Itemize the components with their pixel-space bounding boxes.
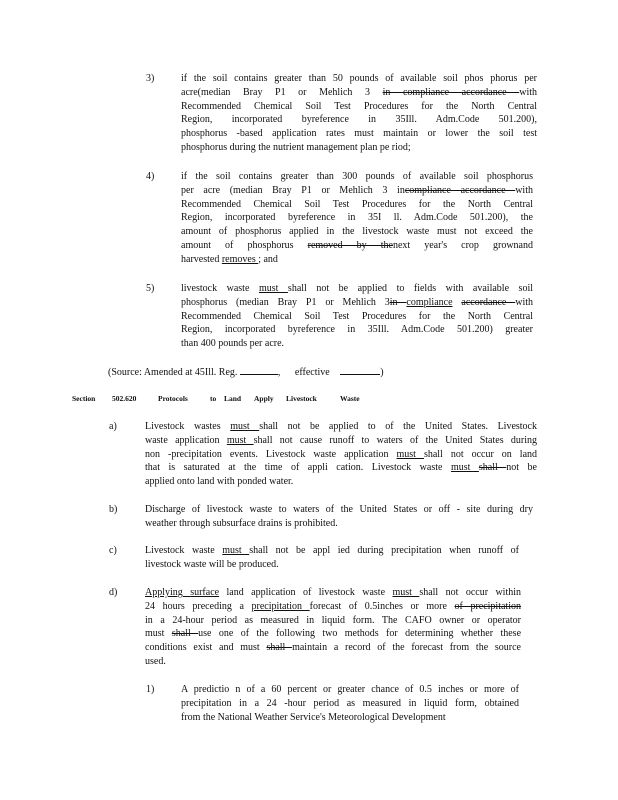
item-letter: b)	[109, 504, 118, 515]
source-note	[108, 364, 384, 380]
item-text	[145, 503, 533, 531]
underlined-insertion: compliance	[406, 296, 453, 308]
text-line: in a 24-hour period as measured in liquid form. The CAFO owner or operator	[145, 614, 521, 626]
text-line: Livestock wastes must shall not be applied to of the United States. Livestock	[145, 421, 537, 432]
struck-deletion: compliance accordance	[404, 184, 516, 196]
blank-line	[240, 364, 278, 375]
text-line: amount of phosphorus applied in the livestock waste must not exceed the	[181, 226, 533, 238]
source-prefix: (Source: Amended at 45Ill. Reg.	[108, 367, 238, 378]
underlined-insertion: surface	[190, 587, 220, 598]
item-text	[181, 170, 533, 267]
underlined-insertion: must	[222, 545, 250, 556]
text-line: Applying surface land application of livestock waste must shall not occur within	[145, 587, 521, 598]
text-line: used.	[145, 655, 166, 667]
underlined-insertion: precipitation	[251, 600, 310, 612]
item-text	[145, 544, 519, 572]
struck-deletion: shall	[478, 462, 507, 474]
text-line: Livestock waste must shall not be appl ied during precipitation when runoff of	[145, 545, 519, 556]
text-line: A predictio n of a 60 percent or greater chance of 0.5 inches or more of	[181, 684, 519, 695]
text-line: phosphorus during the nutrient management plan pe riod;	[181, 141, 411, 153]
source-effective: effective	[294, 367, 330, 378]
text-line: if the soil contains greater than 300 pounds of available soil phosphorus	[181, 171, 533, 182]
text-line: Recommended Chemical Soil Test Procedures for the North Central	[181, 198, 533, 210]
section-title-word: Apply	[254, 394, 274, 403]
text-line: Region, incorporated byreference in 35Ill. Adm.Code 501.200) greater	[181, 324, 533, 336]
underlined-insertion: must	[258, 283, 288, 294]
text-line: Region, incorporated byreference in 35Ill. Adm.Code 501.200),	[181, 114, 537, 126]
text-line: weather through subsurface drains is prohibited.	[145, 517, 338, 529]
text-line: 24 hours preceding a precipitation forecast of 0.5inches or more of precipitation	[145, 600, 521, 612]
item-number: 5)	[146, 283, 155, 294]
item-letter: a)	[109, 421, 117, 432]
underlined-insertion: must	[396, 448, 424, 460]
item-text	[145, 420, 537, 489]
text-line: Discharge of livestock waste to waters of the United States or off - site during dry	[145, 504, 533, 515]
text-line: precipitation in a 24 -hour period as measured in liquid form, obtained	[181, 697, 519, 709]
item-number: 3)	[146, 73, 155, 84]
item-letter: d)	[109, 587, 118, 598]
text-line: phosphorus -based application rates must maintain or lower the soil test	[181, 128, 537, 140]
text-line: waste application must shall not cause runoff to waters of the United States during	[145, 434, 537, 446]
text-line: that is saturated at the time of appli cation. Livestock waste must shall not be	[145, 462, 537, 474]
text-line: Recommended Chemical Soil Test Procedures for the North Central	[181, 100, 537, 112]
text-line: harvested removes ; and	[181, 253, 278, 265]
source-comma: ,	[277, 367, 281, 378]
text-line: from the National Weather Service's Meteorological Development	[181, 711, 446, 723]
struck-deletion: in	[389, 296, 407, 308]
text-line: must shall use one of the following two methods for determining whether these	[145, 628, 521, 640]
item-number: 4)	[146, 171, 155, 182]
underlined-insertion: must	[392, 587, 420, 598]
text-line: amount of phosphorus removed by thenext year's crop grownand	[181, 239, 533, 251]
section-title-word: to	[210, 394, 217, 403]
text-line: livestock waste will be produced.	[145, 558, 279, 570]
section-number: 502.620	[112, 394, 137, 403]
item-number: 1)	[146, 684, 155, 695]
item-text	[181, 72, 537, 155]
section-title-word: Protocols	[158, 394, 188, 403]
underlined-insertion: Applying	[145, 587, 191, 598]
underlined-insertion: removes	[221, 253, 259, 265]
blank-line	[340, 364, 380, 375]
struck-deletion: in compliance accordance	[382, 86, 520, 98]
text-line: non -precipitation events. Livestock waste application must shall not occur on land	[145, 448, 537, 460]
text-line: phosphorus (median Bray P1 or Mehlich 3in compliance accordance with	[181, 296, 533, 308]
item-letter: c)	[109, 545, 117, 556]
text-line: than 400 pounds per acre.	[181, 338, 285, 350]
text-line: livestock waste must shall not be applied to fields with available soil	[181, 283, 533, 294]
struck-deletion: accordance	[461, 296, 516, 308]
struck-deletion: shall	[266, 642, 293, 654]
source-suffix: )	[380, 367, 384, 378]
text-line: per acre (median Bray P1 or Mehlich 3 incompliance accordance with	[181, 184, 533, 196]
item-text	[181, 683, 519, 724]
section-title-word: Waste	[340, 394, 360, 403]
text-line: Recommended Chemical Soil Test Procedures for the North Central	[181, 310, 533, 322]
struck-deletion: of precipitation	[454, 600, 521, 612]
underlined-insertion: must	[226, 434, 254, 446]
text-line: applied onto land with ponded water.	[145, 476, 294, 488]
section-title-word: Land	[224, 394, 242, 403]
underlined-insertion: must	[230, 421, 260, 432]
underlined-insertion: must	[450, 462, 479, 474]
section-label: Section	[72, 394, 96, 403]
struck-deletion: shall	[171, 628, 199, 640]
text-line: if the soil contains greater than 50 pounds of available soil phos phorus per	[181, 73, 537, 84]
text-line: conditions exist and must shall maintain a record of the forecast from the source	[145, 642, 521, 654]
section-title-word: Livestock	[286, 394, 317, 403]
text-line: Region, incorporated byreference in 35I ll. Adm.Code 501.200), the	[181, 212, 533, 224]
struck-deletion: removed by the	[307, 239, 393, 251]
item-text	[181, 282, 533, 351]
text-line: acre(median Bray P1 or Mehlich 3 in compliance accordance with	[181, 86, 537, 98]
item-text	[145, 586, 521, 669]
